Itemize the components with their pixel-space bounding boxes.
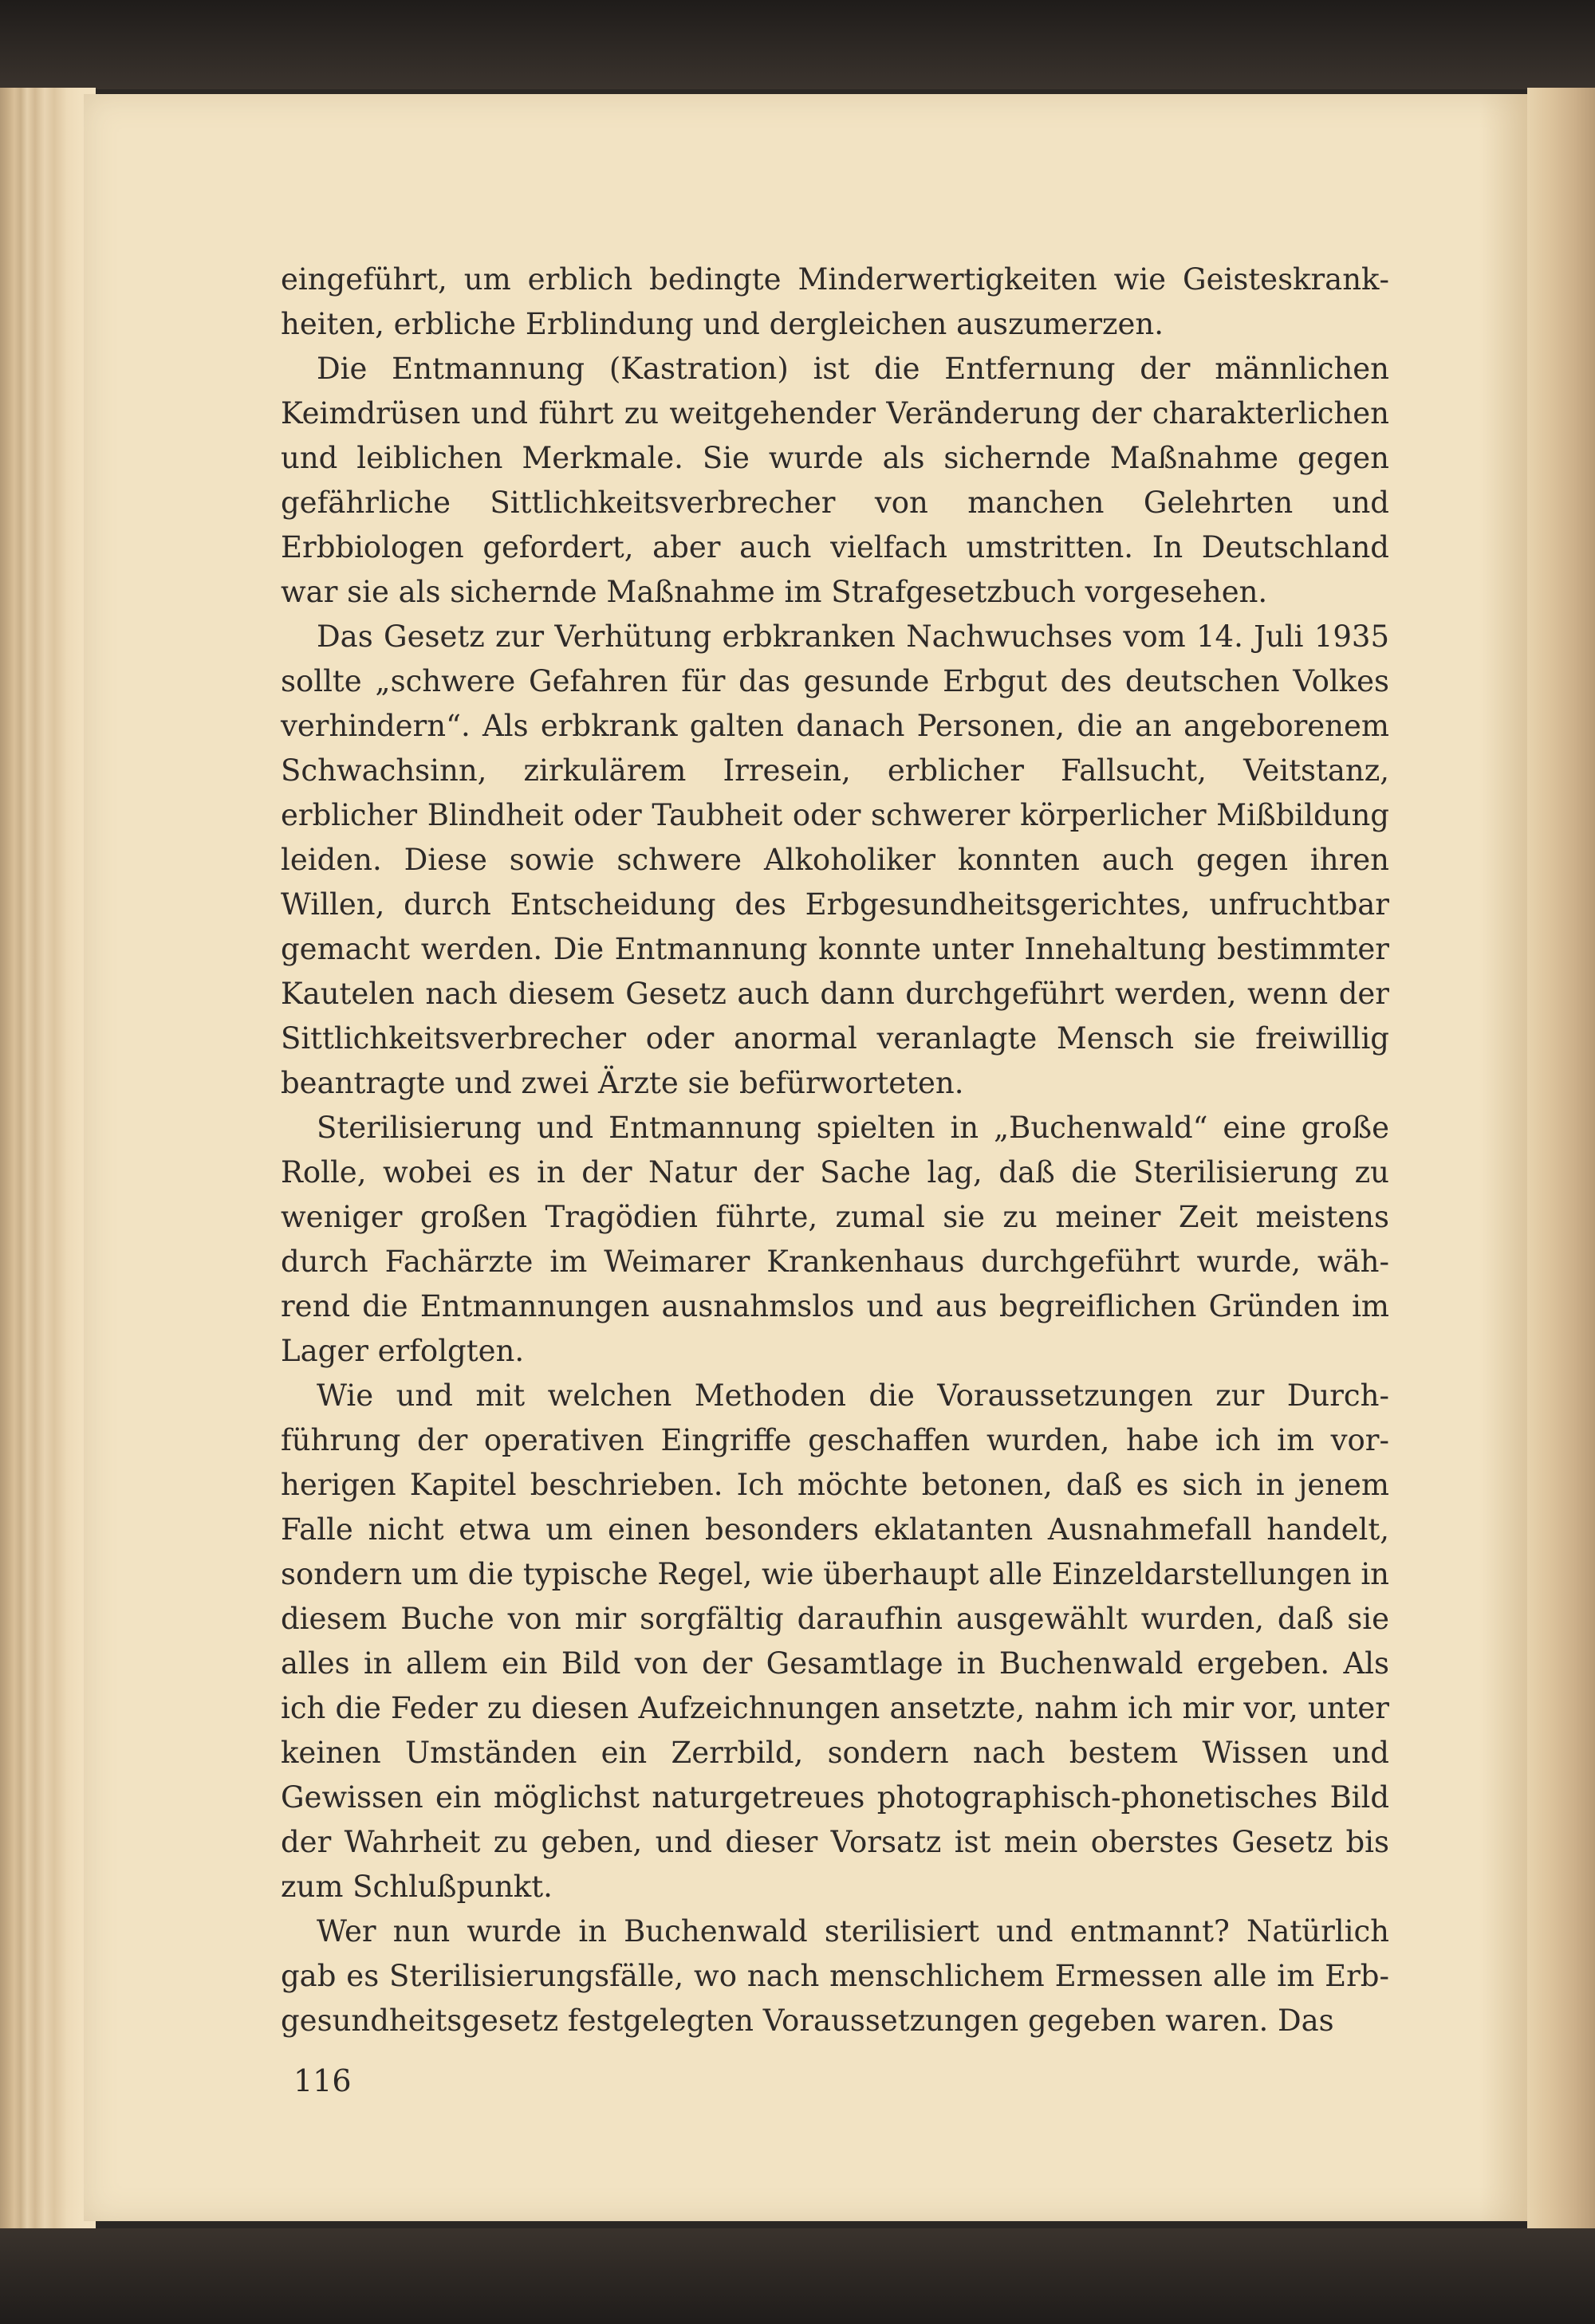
gutter-shadow [1479,94,1527,2221]
paragraph-5: Wie und mit welchen Methoden die Voraussetzungen zur Durchführung der operativen Eingriffe geschaffen wurden, habe ich im vorherigen Kapitel beschrieben. Ich möchte betonen, daß es sich in jenem Falle nicht etwa um einen besonders eklatanten Ausnahmefall handelt, sondern um die typische Regel, wie überhaupt alle Einzeldarstellungen in diesem Buche von mir sorgfältig daraufhin ausgewählt wurden, daß sie alles in allem ein Bild von der Gesamtlage in Buchenwald ergeben. Als ich die Feder zu diesen Aufzeichnungen ansetzte, nahm ich mir vor, unter keinen Umständen ein Zerrbild, sondern nach bestem Wissen und Gewissen ein möglichst naturgetreues photographisch-phonetisches Bild der Wahrheit zu geben, und dieser Vorsatz ist mein oberstes Gesetz bis zum Schlußpunkt. [281,1378,1389,1904]
paragraph-6: Wer nun wurde in Buchenwald sterilisiert und entmannt? Natürlich gab es Sterilisierungsfälle, wo nach menschlichem Ermessen alle im Erbgesundheitsgesetz festgelegten Voraussetzungen gegeben waren. Das [281,1914,1389,2038]
paragraph-4: Sterilisierung und Entmannung spielten in „Buchenwald“ eine große Rolle, wobei es in der Natur der Sache lag, daß die Sterilisierung zu weniger großen Tragödien führte, zumal sie zu meiner Zeit meistens durch Fachärzte im Weimarer Krankenhaus durchgeführt wurde, während die Entmannungen ausnahmslos und aus begreiflichen Gründen im Lager erfolgten. [281,1111,1389,1368]
paragraph-1: eingeführt, um erblich bedingte Minderwertigkeiten wie Geisteskrankheiten, erbliche Erblindung und dergleichen auszumerzen. [281,262,1389,341]
left-page-edges [0,88,96,2232]
facing-page-edge [1527,88,1595,2240]
body-text [281,258,1389,2043]
page-number: 116 [293,2063,352,2098]
scan-top-background [0,0,1595,89]
scan-bottom-background [0,2228,1595,2324]
paragraph-3: Das Gesetz zur Verhütung erbkranken Nachwuchses vom 14. Juli 1935 sollte „schwere Gefahren für das gesunde Erbgut des deutschen Volkes verhindern“. Als erbkrank galten danach Personen, die an angeborenem Schwachsinn, zirkulärem Irresein, erblicher Fallsucht, Veitstanz, erblicher Blindheit oder Taubheit oder schwerer körperlicher Mißbildung leiden. Diese sowie schwere Alkoholiker konnten auch gegen ihren Willen, durch Entscheidung des Erbgesundheitsgerichtes, unfruchtbar gemacht werden. Die Entmannung konnte unter Innehaltung bestimmter Kautelen nach diesem Gesetz auch dann durchgeführt werden, wenn der Sittlichkeitsverbrecher oder anormal veranlagte Mensch sie freiwillig beantragte und zwei Ärzte sie befürworteten. [281,619,1389,1100]
paragraph-2: Die Entmannung (Kastration) ist die Entfernung der männlichen Keimdrüsen und führt zu weitgehender Veränderung der charakterlichen und leiblichen Merkmale. Sie wurde als sichernde Maßnahme gegen gefährliche Sittlichkeitsverbrecher von manchen Gelehrten und Erbbiologen gefordert, aber auch vielfach umstritten. In Deutschland war sie als sichernde Maßnahme im Strafgesetzbuch vorgesehen. [281,352,1389,609]
